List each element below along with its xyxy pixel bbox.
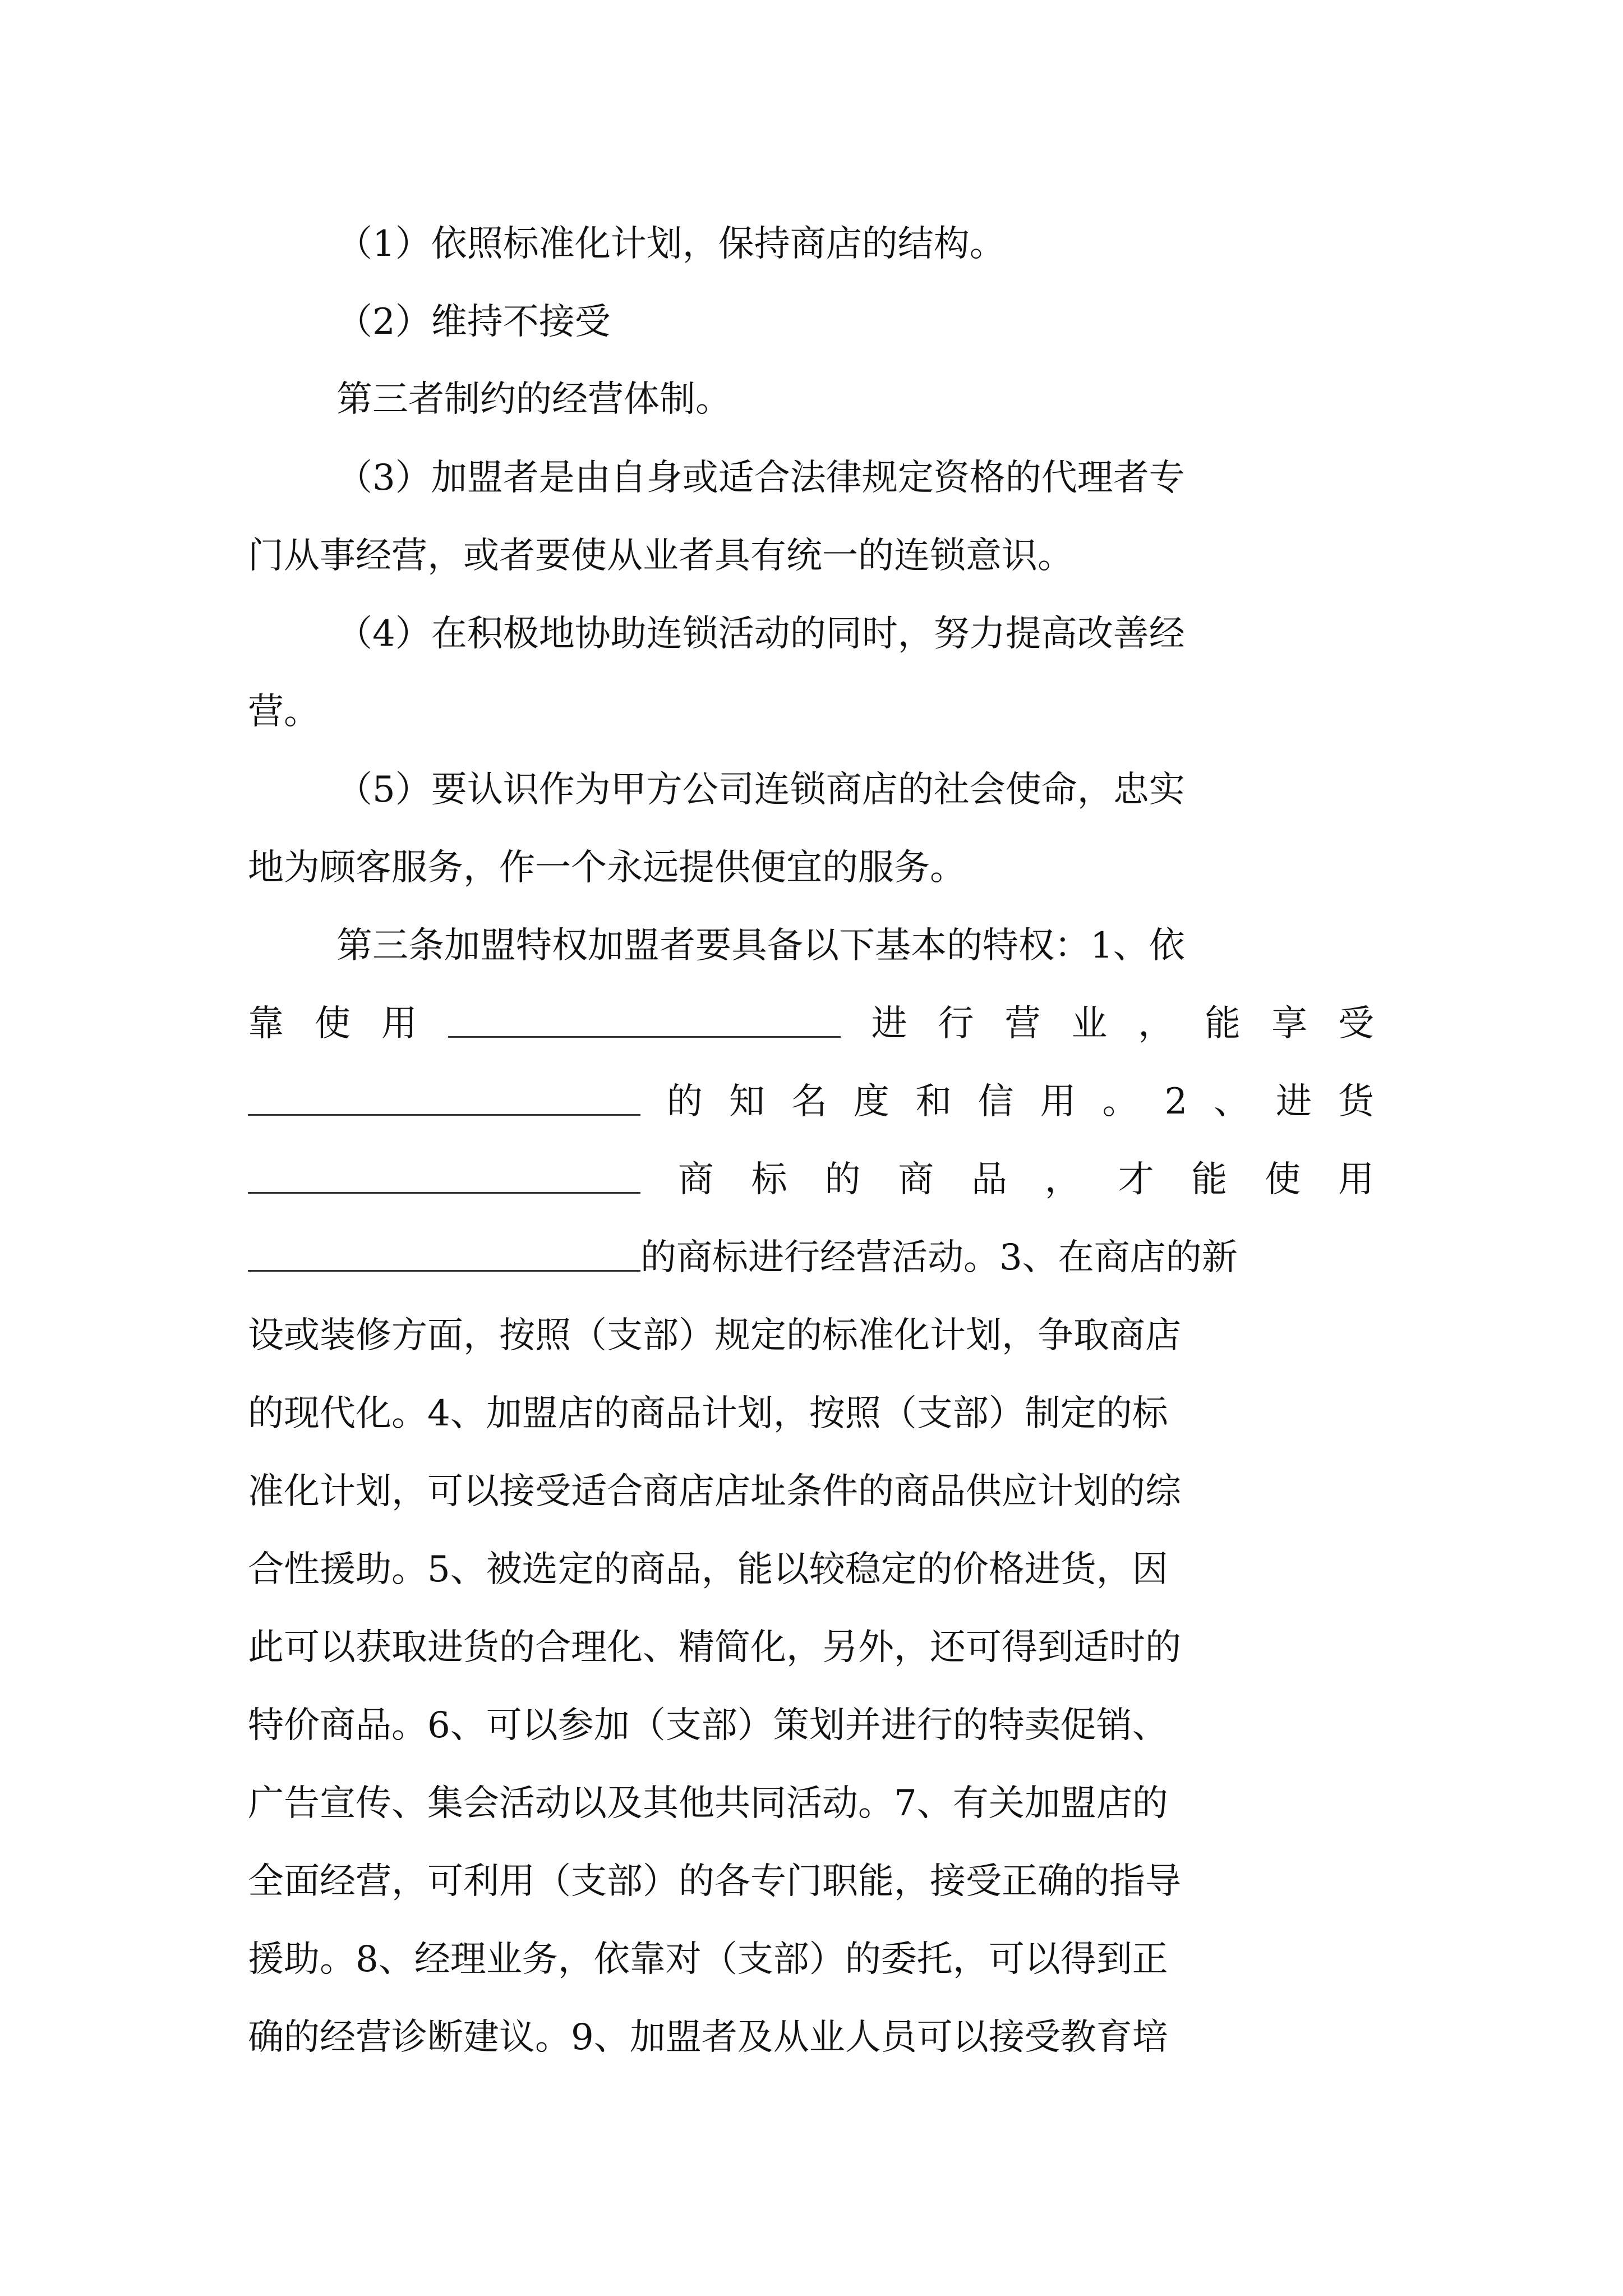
- char: 的: [824, 1159, 861, 1200]
- char: 营: [1004, 1003, 1041, 1045]
- fill-in-blank: [448, 990, 841, 1038]
- char: 用: [1338, 1159, 1374, 1200]
- text-line-2: （2）维持不接受: [336, 301, 611, 343]
- char: 的: [666, 1081, 703, 1122]
- text-line-21: 广告宣传、集会活动以及其他共同活动。7、有关加盟店的: [248, 1783, 1168, 1824]
- char: 靠: [248, 1003, 284, 1045]
- char: 用: [1040, 1081, 1076, 1122]
- text-line-12: [248, 1068, 1374, 1135]
- char: 2: [1164, 1081, 1188, 1122]
- char: 品: [971, 1159, 1007, 1200]
- text-line-6: （4）在积极地协助连锁活动的同时，努力提高改善经: [336, 613, 1185, 655]
- char: ，: [1044, 1159, 1081, 1200]
- text-line-17: 准化计划，可以接受适合商店店址条件的商品供应计划的综: [248, 1471, 1181, 1512]
- text-line-10: 第三条加盟特权加盟者要具备以下基本的特权：1、依: [336, 925, 1185, 967]
- char: 行: [938, 1003, 974, 1045]
- char: 进: [871, 1003, 907, 1045]
- char: 。: [1102, 1081, 1138, 1122]
- text-line-23: 援助。8、经理业务，依靠对（支部）的委托，可以得到正: [248, 1939, 1168, 1980]
- text-line-22: 全面经营，可利用（支部）的各专门职能，接受正确的指导: [248, 1861, 1181, 1902]
- char: ，: [1138, 1003, 1174, 1045]
- char: 和: [915, 1081, 952, 1122]
- char: 知: [728, 1081, 765, 1122]
- text-line-7: 营。: [248, 691, 320, 733]
- char: 度: [853, 1081, 889, 1122]
- char: 能: [1205, 1003, 1241, 1045]
- text-line-18: 合性援助。5、被选定的商品，能以较稳定的价格进货，因: [248, 1549, 1168, 1590]
- text-line-11: [248, 990, 1374, 1057]
- text-line-9: 地为顾客服务，作一个永远提供便宜的服务。: [248, 847, 966, 889]
- text-line-24: 确的经营诊断建议。9、加盟者及从业人员可以接受教育培: [248, 2017, 1168, 2058]
- char: 标: [751, 1159, 787, 1200]
- char: 信: [978, 1081, 1014, 1122]
- line-text: 的商标进行经营活动。3、在商店的新: [640, 1237, 1238, 1278]
- char: 使: [314, 1003, 351, 1045]
- text-line-16: 的现代化。4、加盟店的商品计划，按照（支部）制定的标: [248, 1393, 1168, 1434]
- text-line-1: （1）依照标准化计划，保持商店的结构。: [336, 223, 1006, 265]
- text-line-15: 设或装修方面，按照（支部）规定的标准化计划，争取商店: [248, 1315, 1181, 1356]
- char: 才: [1118, 1159, 1154, 1200]
- char: 能: [1191, 1159, 1228, 1200]
- char: 享: [1271, 1003, 1308, 1045]
- text-line-14: [248, 1224, 1374, 1291]
- text-line-20: 特价商品。6、可以参加（支部）策划并进行的特卖促销、: [248, 1705, 1168, 1746]
- char: 名: [791, 1081, 827, 1122]
- char: 进: [1276, 1081, 1312, 1122]
- text-line-5: 门从事经营，或者要使从业者具有统一的连锁意识。: [248, 535, 1073, 577]
- text-line-13: [248, 1146, 1374, 1213]
- char: 用: [381, 1003, 417, 1045]
- char: 、: [1214, 1081, 1250, 1122]
- char: 商: [677, 1159, 714, 1200]
- char: 货: [1338, 1081, 1374, 1122]
- char: 商: [898, 1159, 934, 1200]
- fill-in-blank: [248, 1146, 640, 1194]
- text-line-4: （3）加盟者是由自身或适合法律规定资格的代理者专: [336, 457, 1185, 499]
- fill-in-blank: [248, 1224, 640, 1272]
- text-line-8: （5）要认识作为甲方公司连锁商店的社会使命，忠实: [336, 769, 1185, 811]
- char: 使: [1265, 1159, 1301, 1200]
- fill-in-blank: [248, 1068, 640, 1116]
- text-line-3: 第三者制约的经营体制。: [336, 379, 731, 420]
- text-line-19: 此可以获取进货的合理化、精简化，另外，还可得到适时的: [248, 1627, 1181, 1668]
- char: 受: [1338, 1003, 1374, 1045]
- char: 业: [1071, 1003, 1108, 1045]
